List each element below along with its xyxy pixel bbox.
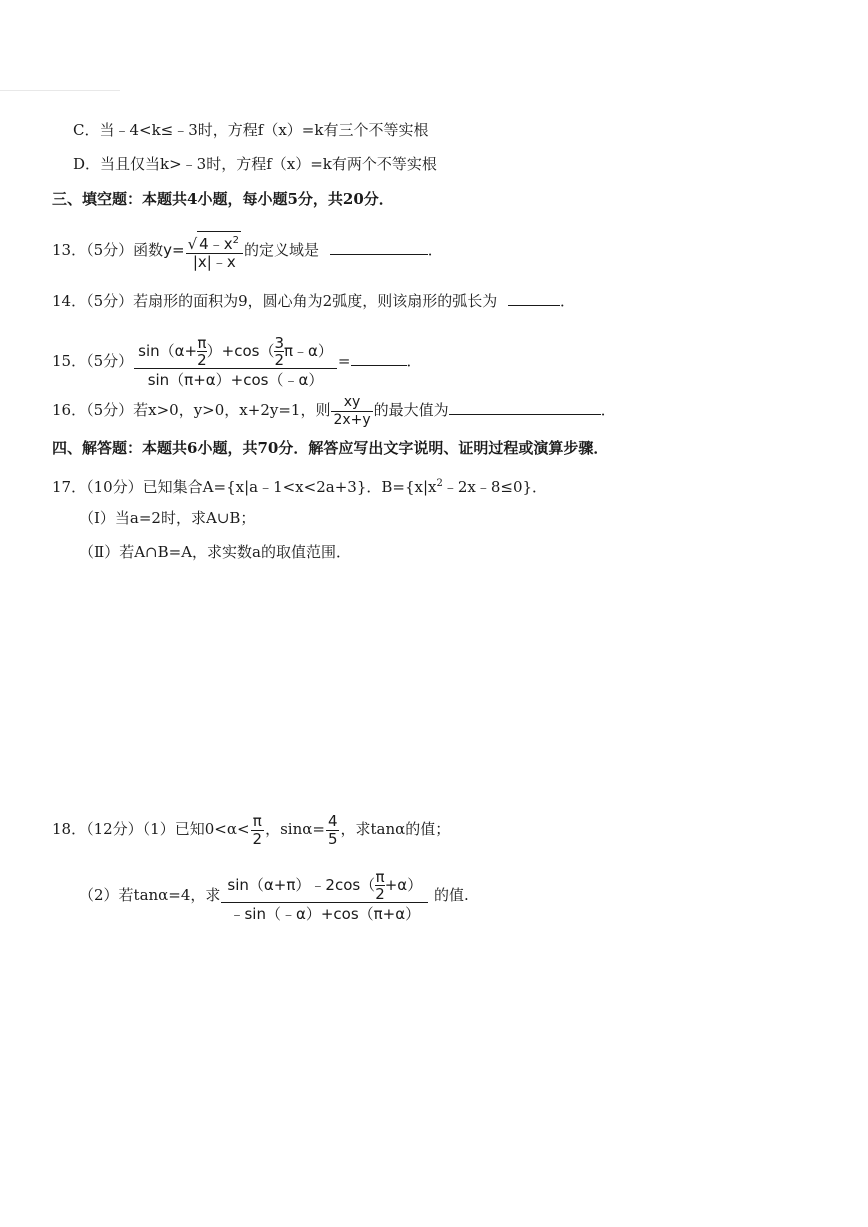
question-13 (52, 230, 443, 271)
q16-numerator: xy (331, 394, 372, 412)
question-17 (52, 474, 547, 497)
q15-equals: = (337, 352, 351, 370)
option-c: C．当﹣4<k≤﹣3时，方程f（x）=k有三个不等实根 (73, 121, 429, 139)
question-14 (52, 291, 575, 311)
q16-end: ． (600, 401, 616, 419)
q13-root-content: 4﹣x (199, 235, 233, 253)
q18-num-part-a: sin（α+π）﹣2cos（ (227, 875, 376, 894)
q15-three-over-2 (274, 335, 284, 368)
q18-suffix: ，求tanα的值； (340, 820, 451, 838)
q17-text-b: ﹣2x﹣8≤0}． (442, 478, 548, 496)
q15-pi-over-2 (197, 335, 207, 368)
q13-prefix: 13．（5分）函数 (52, 241, 164, 259)
q13-y: y= (163, 241, 185, 259)
q18-pi: π (251, 813, 265, 831)
q17-part-1: （Ⅰ）当a=2时，求A∪B； (79, 509, 256, 527)
question-18-part-1 (52, 808, 450, 850)
question-18-part-2 (79, 860, 469, 930)
q18-fraction (221, 868, 428, 925)
page-edge-line (0, 90, 120, 91)
q18-pi-over-2 (251, 813, 265, 848)
q13-answer-blank (330, 240, 428, 255)
q15-fraction (134, 334, 337, 391)
q18-mid: ，sinα= (265, 820, 325, 838)
q18-num-pi: π (375, 867, 385, 886)
q13-fraction (186, 231, 243, 271)
q14-text: 14．（5分）若扇形的面积为9，圆心角为2弧度，则该扇形的弧长为 (52, 292, 498, 310)
q13-suffix: 的定义域是 (243, 241, 319, 259)
q13-end: ． (427, 241, 443, 259)
q18-four: 4 (327, 811, 338, 830)
q18-num-pi-over-2 (375, 869, 385, 902)
q15-num-part-c: π﹣α） (284, 341, 333, 360)
q18-num-part-b: +α） (384, 875, 423, 894)
q15-two-b: 2 (274, 350, 284, 369)
q18-p2-suffix: 的值. (433, 886, 469, 904)
q15-denominator: sin（π+α）+cos（﹣α） (147, 370, 324, 389)
q16-answer-blank (449, 400, 601, 415)
q17-text-a: 17．（10分）已知集合A={x|a﹣1<x<2a+3}．B={x|x (52, 478, 437, 496)
q18-five: 5 (327, 829, 338, 848)
q15-numerator (134, 334, 337, 369)
q16-suffix: 的最大值为 (373, 401, 449, 419)
question-15 (52, 326, 422, 396)
q18-denominator: ﹣sin（﹣α）+cos（π+α） (229, 904, 421, 923)
option-d: D．当且仅当k>﹣3时，方程f（x）=k有两个不等实根 (73, 155, 437, 173)
q18-four-fifths (326, 813, 340, 848)
q15-num-part-a: sin（α+ (138, 341, 198, 360)
q14-end: ． (560, 292, 576, 310)
q17-part-2: （Ⅱ）若A∩B=A，求实数a的取值范围． (79, 543, 351, 561)
q15-answer-blank (351, 351, 407, 366)
q15-three: 3 (274, 333, 284, 352)
q13-exponent: 2 (232, 235, 239, 246)
q18-prefix: 18．（12分）（1）已知0<α< (52, 820, 250, 838)
q13-numerator: √ $4﹣x^2$ (186, 231, 243, 254)
section-3-heading: 三、填空题：本题共4小题，每小题5分，共20分． (52, 190, 394, 208)
q17-exponent: 2 (436, 478, 443, 489)
q16-fraction (331, 394, 372, 429)
section-4-heading: 四、解答题：本题共6小题，共70分．解答应写出文字说明、证明过程或演算步骤． (52, 439, 609, 457)
q15-end: ． (406, 352, 422, 370)
q15-num-part-b: ）+cos（ (206, 341, 275, 360)
q15-pi: π (197, 333, 207, 352)
q18-p2-prefix: （2）若tanα=4，求 (79, 886, 221, 904)
q15-two: 2 (197, 350, 207, 369)
q18-numerator (221, 868, 428, 903)
q15-prefix: 15．（5分） (52, 352, 134, 370)
q16-prefix: 16．（5分）若x>0，y>0，x+2y=1，则 (52, 401, 331, 419)
q18-num-two: 2 (375, 884, 385, 903)
q16-denominator: 2x+y (333, 411, 371, 428)
question-16 (52, 390, 616, 430)
q14-answer-blank (508, 291, 560, 306)
q13-denominator: |x|﹣x (192, 253, 236, 271)
q18-two: 2 (252, 829, 263, 848)
